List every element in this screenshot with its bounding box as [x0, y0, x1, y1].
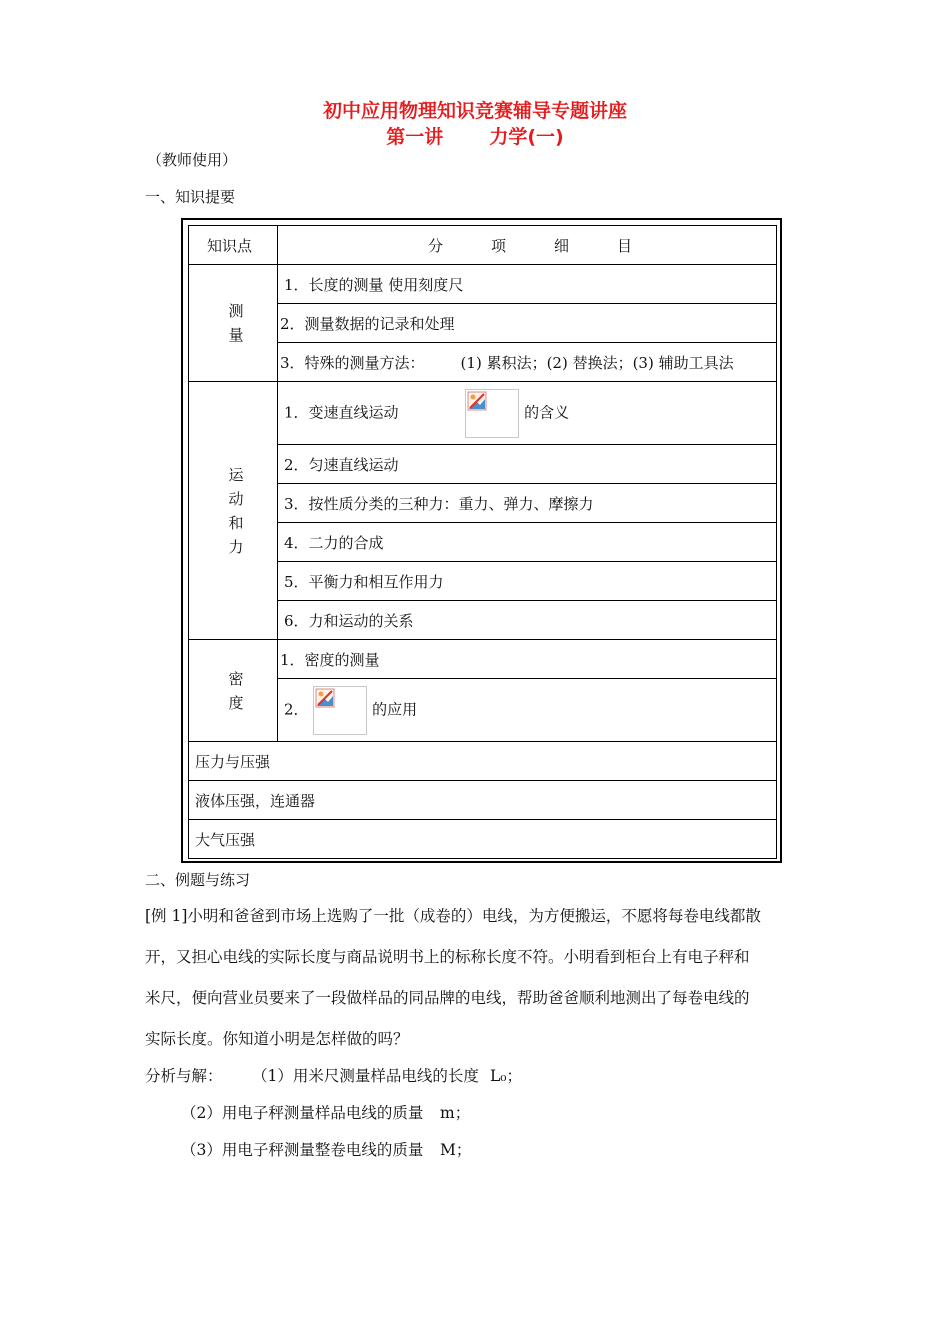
- table-row: [189, 523, 777, 562]
- analysis-step-1: （1）用米尺测量样品电线的长度: [252, 1067, 479, 1085]
- table-row: [189, 640, 777, 679]
- item-special-methods: 3．特殊的测量方法： (1) 累积法；(2) 替换法；(3) 辅助工具法: [278, 343, 777, 382]
- table-row: [189, 781, 777, 820]
- item-force-composition: 4．二力的合成: [278, 523, 777, 562]
- table-row: [189, 562, 777, 601]
- table-row: [189, 343, 777, 382]
- table-row: [189, 820, 777, 859]
- knowledge-table: [188, 225, 777, 859]
- item-liquid-pressure: 液体压强，连通器: [189, 781, 777, 820]
- document-title: 初中应用物理知识竞赛辅导专题讲座: [322, 100, 627, 122]
- item-force-motion-relation: 6．力和运动的关系: [278, 601, 777, 640]
- analysis-step-3-symbol: M；: [440, 1141, 472, 1159]
- item-balanced-forces: 5．平衡力和相互作用力: [278, 562, 777, 601]
- section-heading-knowledge: 一、知识提要: [145, 188, 236, 206]
- header-knowledge-point: 知识点: [189, 226, 278, 265]
- table-row: [189, 304, 777, 343]
- analysis-step-2: （2）用电子秤测量样品电线的质量: [181, 1104, 424, 1122]
- item-data-recording: 2．测量数据的记录和处理: [278, 304, 777, 343]
- lecture-subtitle: 第一讲 力学(一): [386, 126, 564, 148]
- example-paragraph-line: 实际长度。你知道小明是怎样做的吗？: [145, 1030, 409, 1048]
- example-paragraph-line: 米尺，便向营业员要来了一段做样品的同品牌的电线，帮助爸爸顺利地测出了每卷电线的: [145, 989, 750, 1007]
- item-three-forces: 3．按性质分类的三种力：重力、弹力、摩擦力: [278, 484, 777, 523]
- usage-note: （教师使用）: [147, 151, 238, 169]
- category-measurement: 测 量: [189, 265, 278, 382]
- table-row: [189, 484, 777, 523]
- example-paragraph-line: [例 1]小明和爸爸到市场上选购了一批（成卷的）电线，为方便搬运，不愿将每卷电线都散: [145, 907, 761, 925]
- analysis-label: 分析与解：: [145, 1067, 223, 1085]
- table-row: [189, 601, 777, 640]
- item-variable-motion: 1．变速直线运动 的含义: [278, 382, 777, 445]
- table-row: [189, 382, 777, 445]
- section-heading-examples: 二、例题与练习: [145, 871, 251, 889]
- analysis-step-2-symbol: m；: [440, 1104, 471, 1122]
- item-length-measurement: 1．长度的测量 使用刻度尺: [278, 265, 777, 304]
- category-motion-and-force: 运 动 和 力: [189, 382, 278, 640]
- table-row: [189, 679, 777, 742]
- item-density-application: 2． 的应用: [278, 679, 777, 742]
- broken-image-icon: [465, 389, 519, 438]
- table-row: [189, 742, 777, 781]
- item-uniform-motion: 2．匀速直线运动: [278, 445, 777, 484]
- table-row: [189, 265, 777, 304]
- header-details: 分 项 细 目: [278, 226, 777, 265]
- example-paragraph-line: 开，又担心电线的实际长度与商品说明书上的标称长度不符。小明看到柜台上有电子秤和: [145, 948, 750, 966]
- item-pressure: 压力与压强: [189, 742, 777, 781]
- item-atmospheric-pressure: 大气压强: [189, 820, 777, 859]
- item-density-measurement: 1．密度的测量: [278, 640, 777, 679]
- analysis-step-3: （3）用电子秤测量整卷电线的质量: [181, 1141, 424, 1159]
- category-density: 密 度: [189, 640, 278, 742]
- table-header-row: [189, 226, 777, 265]
- broken-image-icon: [313, 686, 367, 735]
- table-row: [189, 445, 777, 484]
- analysis-step-1-symbol: L₀；: [490, 1067, 523, 1085]
